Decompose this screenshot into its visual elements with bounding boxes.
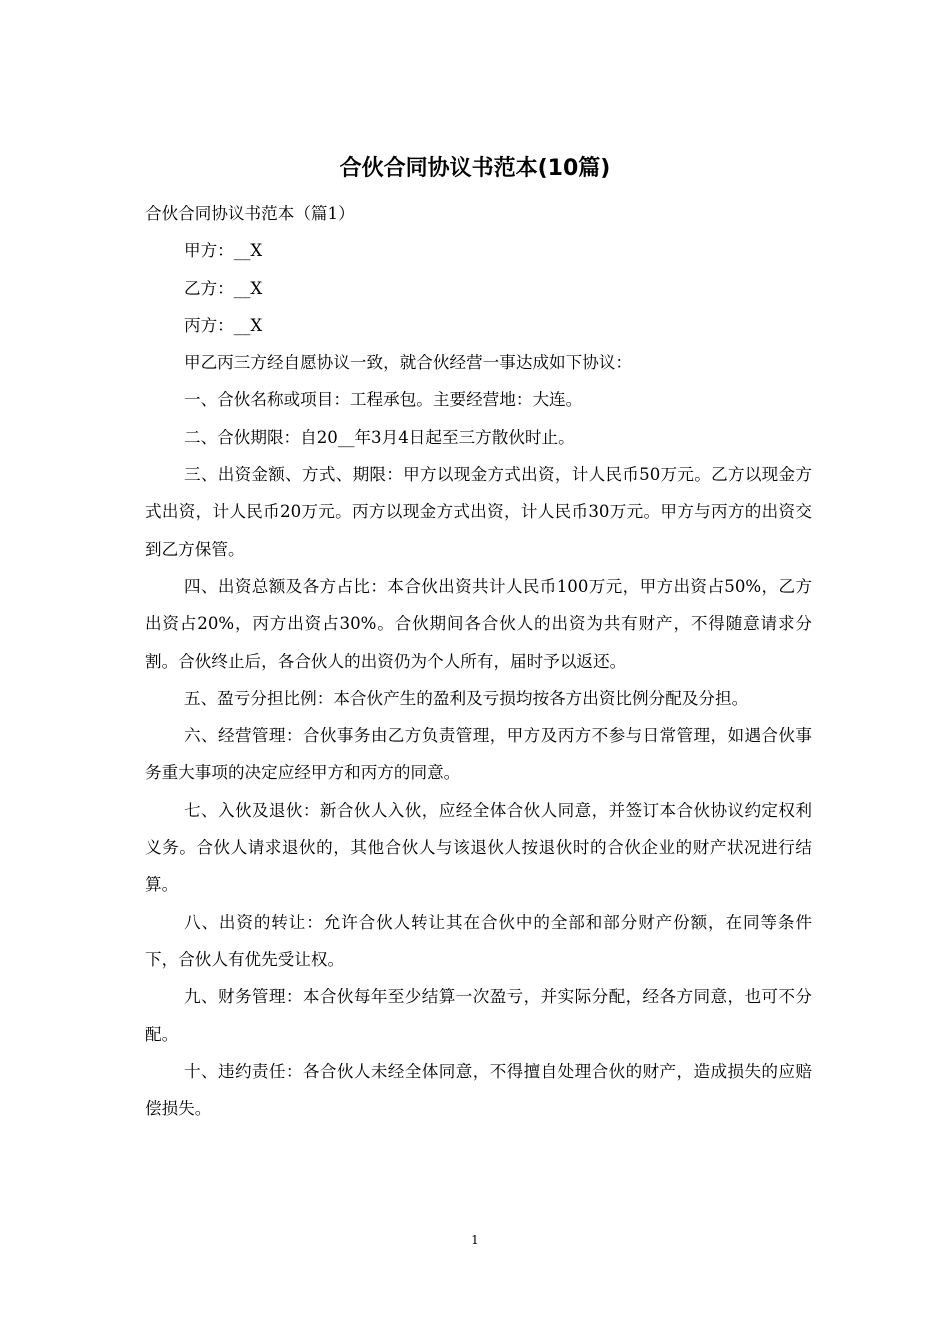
- clause-5-profit-loss: 五、盈亏分担比例：本合伙产生的盈利及亏损均按各方出资比例分配及分担。: [184, 688, 749, 708]
- page-number: 1: [471, 1233, 479, 1247]
- clause-3-capital: 三、出资金额、方式、期限：甲方以现金方式出资，计人民币50万元。乙方以现金方式出资，计人民币20万元。丙方以现金方式出资，计人民币30万元。甲方与丙方的出资交到乙方保管。: [145, 465, 812, 559]
- document-body: [145, 195, 812, 1127]
- document-title: 合伙合同协议书范本(10篇): [339, 156, 611, 181]
- clause-9-finance: 九、财务管理：本合伙每年至少结算一次盈亏，并实际分配，经各方同意，也可不分配。: [145, 987, 812, 1044]
- clause-2-term: 二、合伙期限：自20__年3月4日起至三方散伙时止。: [184, 427, 575, 447]
- party-c-line: 丙方：__X: [184, 315, 263, 335]
- clause-10-liability: 十、违约责任：各合伙人未经全体同意，不得擅自处理合伙的财产，造成损失的应赔偿损失。: [145, 1061, 812, 1119]
- clause-7-admission-withdrawal: 七、入伙及退伙：新合伙人入伙，应经全体合伙人同意，并签订本合伙协议约定权利义务。合伙人请求退伙的，其他合伙人与该退伙人按退伙时的合伙企业的财产状况进行结算。: [145, 800, 812, 895]
- section-heading: 合伙合同协议书范本（篇1）: [145, 204, 355, 223]
- clause-4-shares: 四、出资总额及各方占比：本合伙出资共计人民币100万元，甲方出资占50%，乙方出资占20%，丙方出资占30%。合伙期间各合伙人的出资为共有财产，不得随意请求分割。合伙终止后，各合伙人的出资仍为个人所有，届时予以返还。: [145, 576, 812, 671]
- clause-8-transfer: 八、出资的转让：允许合伙人转让其在合伙中的全部和部分财产份额，在同等条件下，合伙人有优先受让权。: [145, 912, 812, 969]
- party-b-line: 乙方：__X: [184, 278, 263, 298]
- clause-1-name: 一、合伙名称或项目：工程承包。主要经营地：大连。: [184, 390, 583, 410]
- clause-6-management: 六、经营管理：合伙事务由乙方负责管理，甲方及丙方不参与日常管理，如遇合伙事务重大事项的决定应经甲方和丙方的同意。: [145, 726, 812, 783]
- agreement-preamble: 甲乙丙三方经自愿协议一致，就合伙经营一事达成如下协议：: [184, 353, 633, 373]
- party-a-line: 甲方：__X: [184, 241, 263, 261]
